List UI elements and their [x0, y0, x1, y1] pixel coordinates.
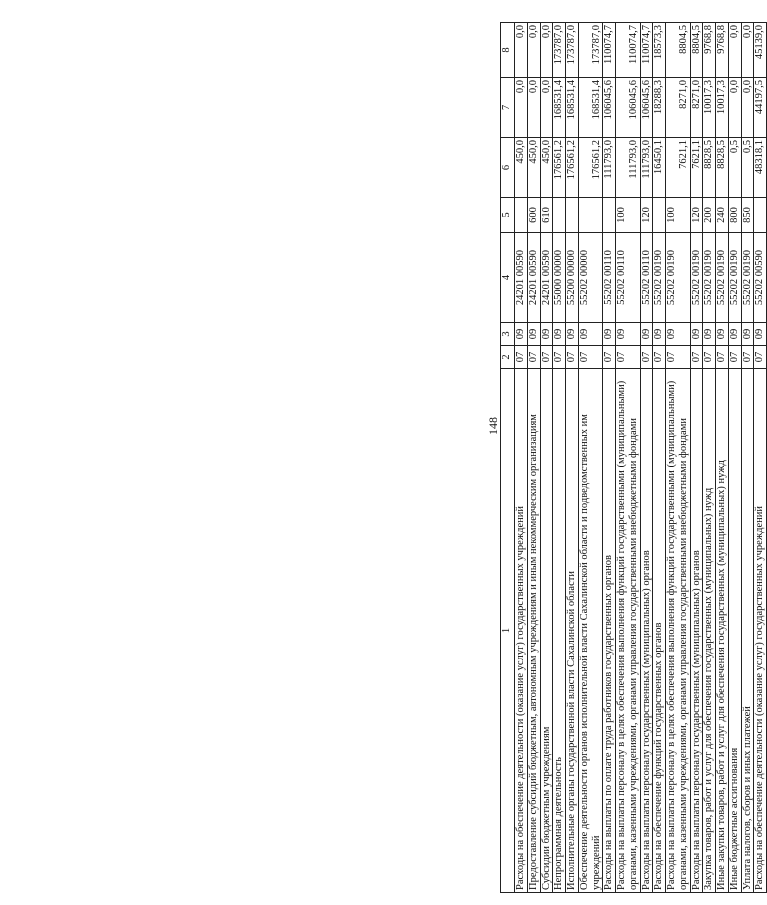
target-article-direction: 00000 — [553, 249, 565, 277]
budget-table — [500, 22, 767, 893]
expense-type-code: 200 — [703, 198, 716, 233]
subsection-code: 09 — [754, 323, 767, 346]
expense-type-code: 100 — [666, 198, 691, 233]
section-code: 07 — [716, 346, 729, 369]
table-row — [566, 23, 579, 893]
target-article-program: 55200 — [566, 278, 577, 306]
amount-year-1: 111793,0 — [603, 138, 616, 198]
section-code: 07 — [653, 346, 666, 369]
expense-name: Расходы на обеспечение деятельности (оказание услуг) государственных учреждений — [515, 369, 528, 893]
subsection-code: 09 — [690, 323, 703, 346]
section-code: 07 — [728, 346, 741, 369]
table-row — [616, 23, 641, 893]
amount-year-2: 106045,6 — [616, 78, 641, 138]
subsection-code: 09 — [666, 323, 691, 346]
expense-type-code — [754, 198, 767, 233]
amount-year-3: 0,0 — [515, 23, 528, 78]
target-article-code — [640, 233, 653, 323]
amount-year-3: 9768,8 — [703, 23, 716, 78]
amount-year-1: 450,0 — [540, 138, 553, 198]
target-article-code — [540, 233, 553, 323]
target-article-program: 55202 — [716, 278, 727, 306]
expense-type-code: 850 — [741, 198, 754, 233]
amount-year-1: 111793,0 — [640, 138, 653, 198]
section-code: 07 — [603, 346, 616, 369]
target-article-code — [754, 233, 767, 323]
amount-year-1: 48318,1 — [754, 138, 767, 198]
amount-year-2: 168531,4 — [553, 78, 566, 138]
amount-year-2: 10017,3 — [716, 78, 729, 138]
target-article-code — [578, 233, 603, 323]
expense-type-code — [553, 198, 566, 233]
subsection-code: 09 — [653, 323, 666, 346]
amount-year-3: 45139,0 — [754, 23, 767, 78]
table-row — [653, 23, 666, 893]
section-code: 07 — [527, 346, 540, 369]
page-number: 148 — [486, 417, 500, 435]
expense-type-code: 120 — [690, 198, 703, 233]
amount-year-1: 0,5 — [728, 138, 741, 198]
target-article-code — [728, 233, 741, 323]
expense-name: Иные бюджетные ассигнования — [728, 369, 741, 893]
subsection-code: 09 — [540, 323, 553, 346]
expense-type-code: 120 — [640, 198, 653, 233]
target-article-direction: 00190 — [741, 249, 753, 277]
expense-type-code: 610 — [540, 198, 553, 233]
amount-year-3: 173787,0 — [566, 23, 579, 78]
column-header: 7 — [501, 78, 515, 138]
subsection-code: 09 — [603, 323, 616, 346]
expense-name: Расходы на выплаты персоналу государственных (муниципальных) органов — [640, 369, 653, 893]
target-article-direction: 00000 — [566, 249, 577, 277]
table-row — [515, 23, 528, 893]
expense-name: Расходы на выплаты по оплате труда работников государственных органов — [603, 369, 616, 893]
budget-table-body — [501, 23, 767, 893]
expense-type-code: 800 — [728, 198, 741, 233]
expense-name: Расходы на выплаты персоналу в целях обеспечения выполнения функций государственными (муниципальными) органами, казенными учреждениями, органами управления государственными внебюджетными фондами — [616, 369, 641, 893]
table-row — [640, 23, 653, 893]
expense-type-code — [653, 198, 666, 233]
table-row — [741, 23, 754, 893]
target-article-code — [741, 233, 754, 323]
target-article-code — [703, 233, 716, 323]
amount-year-3: 8804,5 — [666, 23, 691, 78]
amount-year-2: 8271,0 — [690, 78, 703, 138]
target-article-code — [666, 233, 691, 323]
expense-name: Иные закупки товаров, работ и услуг для обеспечения государственных (муниципальных) нужд — [716, 369, 729, 893]
expense-name: Расходы на обеспечение деятельности (оказание услуг) государственных учреждений — [754, 369, 767, 893]
expense-name: Расходы на выплаты персоналу государственных (муниципальных) органов — [690, 369, 703, 893]
expense-name: Уплата налогов, сборов и иных платежей — [741, 369, 754, 893]
amount-year-3: 0,0 — [540, 23, 553, 78]
target-article-program: 55202 — [741, 278, 753, 306]
amount-year-2: 106045,6 — [640, 78, 653, 138]
column-header: 6 — [501, 138, 515, 198]
target-article-direction: 00110 — [640, 250, 652, 276]
target-article-direction: 00190 — [666, 249, 677, 277]
amount-year-2: 44197,5 — [754, 78, 767, 138]
table-row — [690, 23, 703, 893]
amount-year-2: 0,0 — [728, 78, 741, 138]
section-code: 07 — [540, 346, 553, 369]
amount-year-2: 168531,4 — [566, 78, 579, 138]
target-article-program: 55000 — [553, 278, 565, 306]
column-header: 2 — [501, 346, 515, 369]
amount-year-3: 8804,5 — [690, 23, 703, 78]
amount-year-2: 0,0 — [515, 78, 528, 138]
target-article-program: 55202 — [690, 278, 702, 306]
target-article-direction: 00590 — [527, 249, 539, 277]
amount-year-1: 8828,5 — [716, 138, 729, 198]
section-code: 07 — [578, 346, 603, 369]
subsection-code: 09 — [578, 323, 603, 346]
target-article-program: 55202 — [603, 278, 615, 305]
target-article-program: 55202 — [754, 278, 766, 306]
target-article-code — [515, 233, 528, 323]
expense-name: Закупка товаров, работ и услуг для обеспечения государственных (муниципальных) нужд — [703, 369, 716, 893]
target-article-program: 55202 — [640, 278, 652, 305]
target-article-code — [566, 233, 579, 323]
amount-year-3: 110074,7 — [640, 23, 653, 78]
amount-year-2: 8271,0 — [666, 78, 691, 138]
target-article-program: 55202 — [728, 278, 740, 306]
amount-year-2: 106045,6 — [603, 78, 616, 138]
expense-name: Расходы на выплаты персоналу в целях обеспечения выполнения функций государственными (муниципальными) органами, казенными учреждениями, органами управления государственными внебюджетными фондами — [666, 369, 691, 893]
section-code: 07 — [566, 346, 579, 369]
subsection-code: 09 — [553, 323, 566, 346]
expense-name: Непрограммная деятельность — [553, 369, 566, 893]
subsection-code: 09 — [703, 323, 716, 346]
target-article-direction: 00190 — [703, 249, 715, 277]
amount-year-2: 0,0 — [527, 78, 540, 138]
expense-type-code — [566, 198, 579, 233]
amount-year-1: 16450,1 — [653, 138, 666, 198]
table-row — [578, 23, 603, 893]
amount-year-1: 450,0 — [515, 138, 528, 198]
target-article-direction: 00000 — [578, 249, 590, 277]
amount-year-2: 0,0 — [741, 78, 754, 138]
section-code: 07 — [741, 346, 754, 369]
table-row — [716, 23, 729, 893]
expense-name: Обеспечение деятельности органов исполнительной власти Сахалинской области и подведомственных им учреждений — [578, 369, 603, 893]
section-code: 07 — [690, 346, 703, 369]
section-code: 07 — [553, 346, 566, 369]
expense-type-code: 600 — [527, 198, 540, 233]
table-row — [540, 23, 553, 893]
target-article-program: 24201 — [515, 278, 526, 306]
target-article-code — [690, 233, 703, 323]
section-code: 07 — [515, 346, 528, 369]
amount-year-3: 110074,7 — [603, 23, 616, 78]
target-article-direction: 00190 — [728, 249, 740, 277]
column-header: 5 — [501, 198, 515, 233]
subsection-code: 09 — [527, 323, 540, 346]
expense-name: Предоставление субсидий бюджетным, автономным учреждениям и иным некоммерческим организациям — [527, 369, 540, 893]
target-article-code — [716, 233, 729, 323]
subsection-code: 09 — [515, 323, 528, 346]
expense-type-code — [603, 198, 616, 233]
target-article-direction: 00590 — [540, 249, 552, 277]
target-article-program: 55202 — [666, 278, 677, 306]
expense-type-code — [515, 198, 528, 233]
target-article-program: 55202 — [616, 278, 627, 305]
column-header: 1 — [501, 369, 515, 893]
table-row — [527, 23, 540, 893]
table-row — [603, 23, 616, 893]
subsection-code: 09 — [716, 323, 729, 346]
target-article-program: 55202 — [578, 278, 590, 306]
amount-year-1: 176561,2 — [553, 138, 566, 198]
subsection-code: 09 — [741, 323, 754, 346]
amount-year-2: 0,0 — [540, 78, 553, 138]
amount-year-2: 168531,4 — [578, 78, 603, 138]
expense-name: Исполнительные органы государственной власти Сахалинской области — [566, 369, 579, 893]
target-article-code — [553, 233, 566, 323]
amount-year-3: 18573,3 — [653, 23, 666, 78]
section-code: 07 — [616, 346, 641, 369]
target-article-direction: 00190 — [690, 249, 702, 277]
amount-year-1: 7621,1 — [666, 138, 691, 198]
expense-type-code — [578, 198, 603, 233]
target-article-code — [527, 233, 540, 323]
amount-year-3: 110074,7 — [616, 23, 641, 78]
expense-type-code: 240 — [716, 198, 729, 233]
expense-name: Субсидии бюджетным учреждениям — [540, 369, 553, 893]
target-article-program: 24201 — [527, 278, 539, 306]
table-row — [754, 23, 767, 893]
section-code: 07 — [703, 346, 716, 369]
amount-year-3: 0,0 — [741, 23, 754, 78]
expense-type-code: 100 — [616, 198, 641, 233]
table-row — [703, 23, 716, 893]
amount-year-1: 0,5 — [741, 138, 754, 198]
amount-year-1: 176561,2 — [578, 138, 603, 198]
amount-year-3: 0,0 — [728, 23, 741, 78]
amount-year-3: 173787,0 — [553, 23, 566, 78]
section-code: 07 — [640, 346, 653, 369]
target-article-code — [603, 233, 616, 323]
amount-year-1: 111793,0 — [616, 138, 641, 198]
amount-year-3: 9768,8 — [716, 23, 729, 78]
subsection-code: 09 — [566, 323, 579, 346]
amount-year-3: 0,0 — [527, 23, 540, 78]
amount-year-2: 18288,3 — [653, 78, 666, 138]
table-row — [553, 23, 566, 893]
subsection-code: 09 — [728, 323, 741, 346]
target-article-direction: 00110 — [616, 250, 627, 276]
expense-name: Расходы на обеспечение функций государственных органов — [653, 369, 666, 893]
target-article-direction: 00590 — [515, 249, 526, 277]
subsection-code: 09 — [616, 323, 641, 346]
table-row — [666, 23, 691, 893]
subsection-code: 09 — [640, 323, 653, 346]
amount-year-1: 450,0 — [527, 138, 540, 198]
column-header: 8 — [501, 23, 515, 78]
target-article-code — [653, 233, 666, 323]
column-header: 3 — [501, 323, 515, 346]
target-article-program: 24201 — [540, 278, 552, 306]
table-row — [728, 23, 741, 893]
amount-year-2: 10017,3 — [703, 78, 716, 138]
section-code: 07 — [754, 346, 767, 369]
section-code: 07 — [666, 346, 691, 369]
target-article-direction: 00110 — [603, 250, 615, 276]
target-article-code — [616, 233, 641, 323]
amount-year-3: 173787,0 — [578, 23, 603, 78]
amount-year-1: 7621,1 — [690, 138, 703, 198]
target-article-program: 55202 — [703, 278, 715, 306]
target-article-program: 55202 — [653, 278, 665, 306]
column-header: 4 — [501, 233, 515, 323]
amount-year-1: 8828,5 — [703, 138, 716, 198]
target-article-direction: 00190 — [653, 249, 665, 277]
target-article-direction: 00190 — [716, 249, 727, 277]
column-number-row — [501, 23, 515, 893]
amount-year-1: 176561,2 — [566, 138, 579, 198]
target-article-direction: 00590 — [754, 249, 766, 277]
